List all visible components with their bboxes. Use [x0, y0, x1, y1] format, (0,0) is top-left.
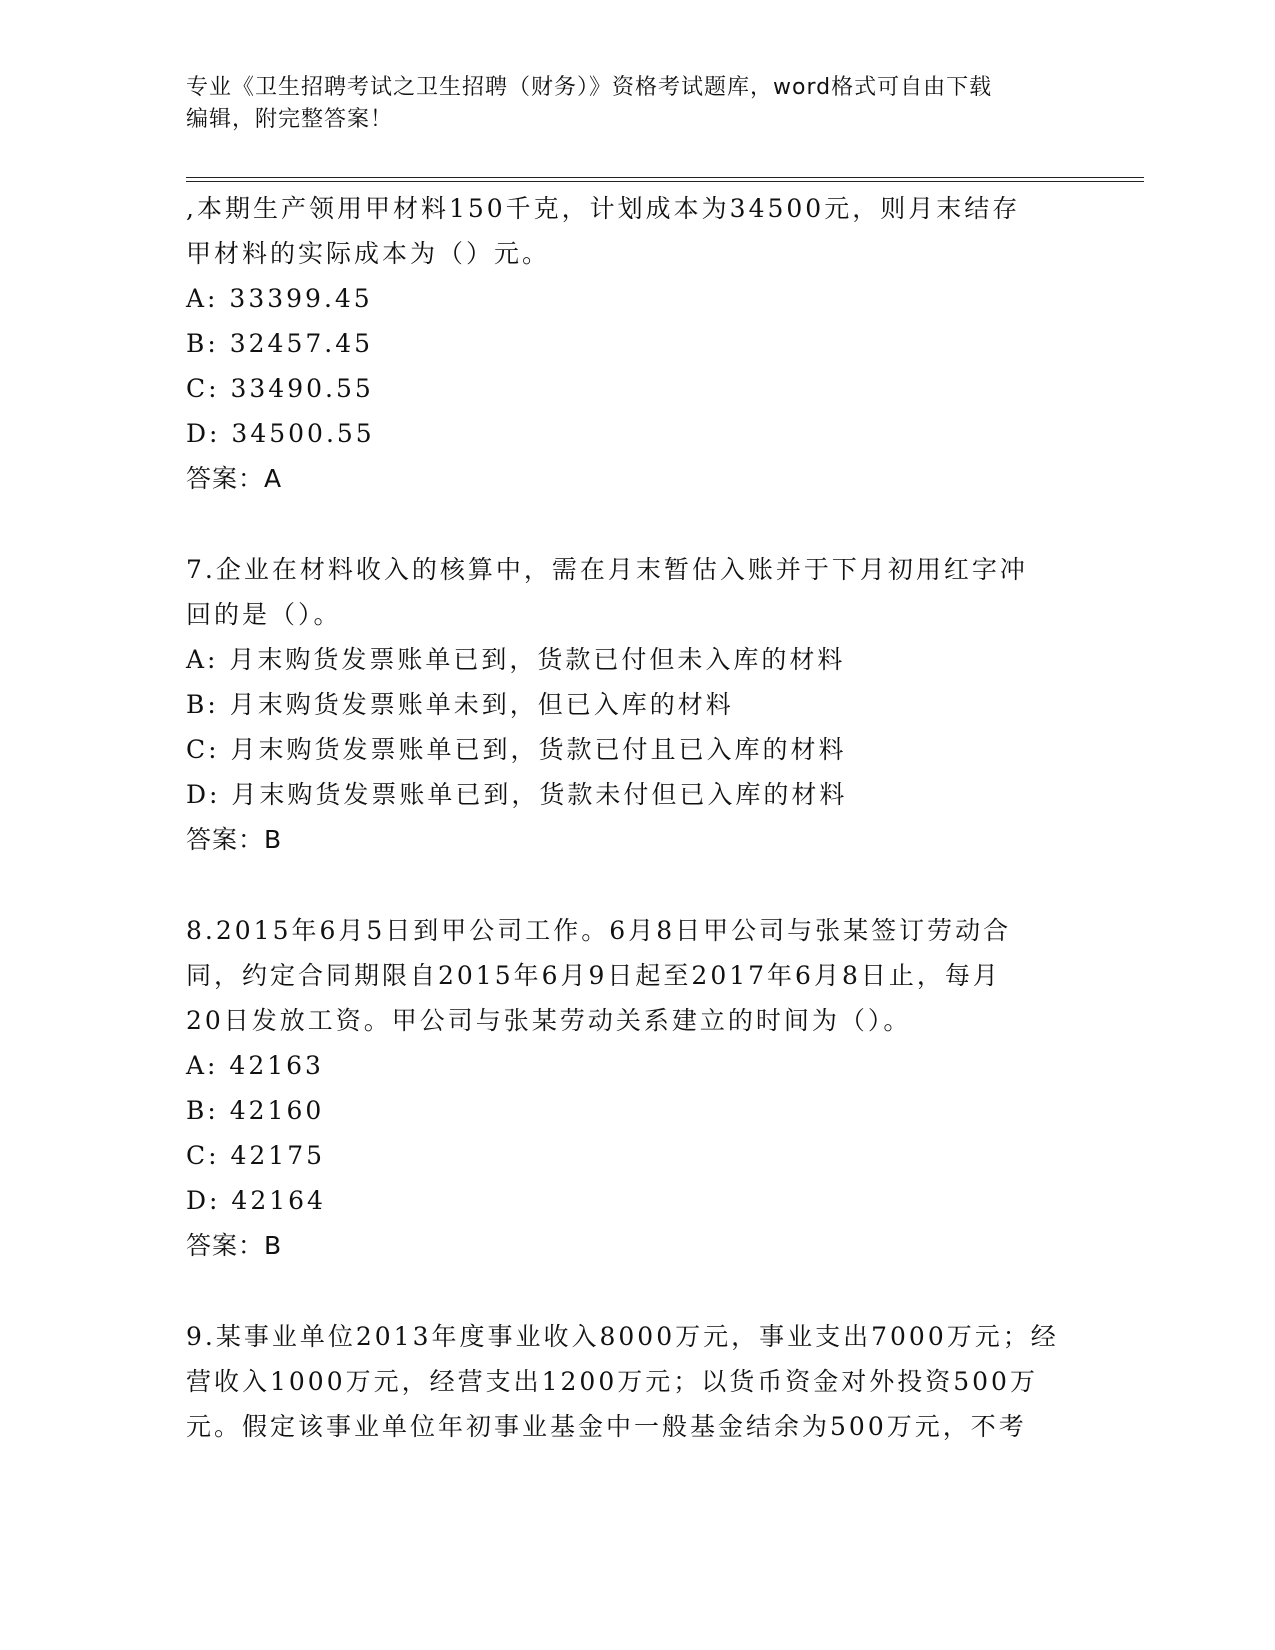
- question-stem-line: 9.某事业单位2013年度事业收入8000万元，事业支出7000万元；经: [186, 1322, 1059, 1351]
- option-a: A: 月末购货发票账单已到，货款已付但未入库的材料: [186, 645, 846, 674]
- question-stem-line: 8.2015年6月5日到甲公司工作。6月8日甲公司与张某签订劳动合: [186, 916, 1012, 945]
- answer-line: 答案：B: [186, 825, 283, 854]
- option-b: B: 月末购货发票账单未到，但已入库的材料: [186, 690, 734, 719]
- question-9: [186, 1314, 1086, 1449]
- option-c: C: 42175: [186, 1141, 326, 1170]
- option-c: C: 33490.55: [186, 374, 374, 403]
- option-b: B: 32457.45: [186, 329, 374, 358]
- header-divider: [186, 177, 1144, 182]
- option-d: D: 34500.55: [186, 419, 375, 448]
- question-stem-line: 同，约定合同期限自2015年6月9日起至2017年6月8日止，每月: [186, 961, 1001, 990]
- question-stem-line: ,本期生产领用甲材料150千克，计划成本为34500元，则月末结存: [186, 194, 1021, 223]
- question-stem-line: 20日发放工资。甲公司与张某劳动关系建立的时间为（）。: [186, 1006, 912, 1035]
- answer-line: 答案：A: [186, 464, 283, 493]
- header-line-2: 编辑，附完整答案！: [186, 107, 394, 132]
- question-stem-line: 营收入1000万元，经营支出1200万元；以货币资金对外投资500万: [186, 1367, 1038, 1396]
- question-7: [186, 547, 1086, 862]
- question-stem-line: 7.企业在材料收入的核算中，需在月末暂估入账并于下月初用红字冲: [186, 555, 1028, 584]
- answer-line: 答案：B: [186, 1231, 283, 1260]
- option-a: A: 33399.45: [186, 284, 373, 313]
- option-c: C: 月末购货发票账单已到，货款已付且已入库的材料: [186, 735, 847, 764]
- question-6: [186, 186, 1086, 501]
- option-a: A: 42163: [186, 1051, 324, 1080]
- document-header: [186, 72, 1066, 136]
- question-list: [186, 186, 1086, 1449]
- option-d: D: 月末购货发票账单已到，货款未付但已入库的材料: [186, 780, 848, 809]
- question-stem-line: 回的是（）。: [186, 600, 342, 629]
- header-line-1: 专业《卫生招聘考试之卫生招聘（财务）》资格考试题库，word格式可自由下载: [186, 75, 993, 100]
- option-b: B: 42160: [186, 1096, 325, 1125]
- question-stem-line: 元。假定该事业单位年初事业基金中一般基金结余为500万元，不考: [186, 1412, 1027, 1441]
- question-stem-line: 甲材料的实际成本为（）元。: [186, 239, 551, 268]
- question-8: [186, 908, 1086, 1268]
- option-d: D: 42164: [186, 1186, 326, 1215]
